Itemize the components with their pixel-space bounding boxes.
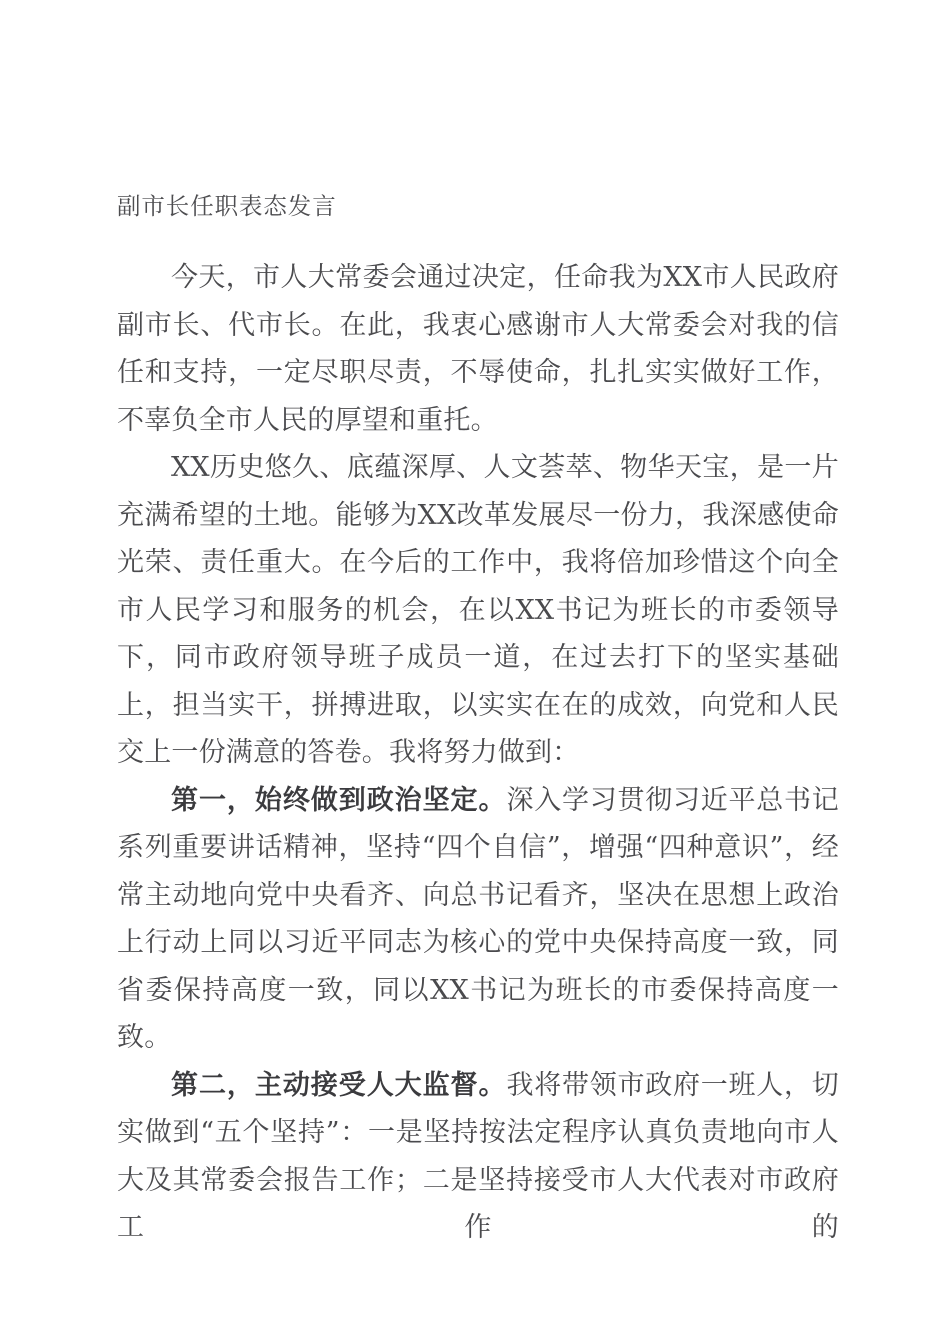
- paragraph-1-text: 今天，市人大常委会通过决定，任命我为XX市人民政府副市长、代市长。在此，我衷心感谢市人大常委会对我的信任和支持，一定尽职尽责，不辱使命，扎扎实实做好工作，不辜负全市人民的厚望和重托。: [117, 262, 839, 436]
- paragraph-2: [117, 444, 839, 777]
- paragraph-1: [117, 254, 839, 444]
- paragraph-4-lead: 第二，主动接受人大监督。: [171, 1069, 507, 1101]
- document-body: [117, 186, 839, 1252]
- paragraph-4: [117, 1062, 839, 1252]
- paragraph-3: [117, 777, 839, 1062]
- document-title: 副市长任职表态发言: [117, 192, 337, 220]
- paragraph-4-text: 我将带领市政府一班人，切实做到“五个坚持”：一是坚持按法定程序认真负责地向市人大及其常委会报告工作；二是坚持接受市人大代表对市政府工作的: [117, 1069, 839, 1243]
- paragraph-3-lead: 第一，始终做到政治坚定。: [171, 784, 507, 816]
- paragraph-3-text: 深入学习贯彻习近平总书记系列重要讲话精神，坚持“四个自信”，增强“四种意识”，经常主动地向党中央看齐、向总书记看齐，坚决在思想上政治上行动上同以习近平同志为核心的党中央保持高度一致，同省委保持高度一致，同以XX书记为班长的市委保持高度一致。: [117, 784, 839, 1053]
- paragraph-2-text: XX历史悠久、底蕴深厚、人文荟萃、物华天宝，是一片充满希望的土地。能够为XX改革发展尽一份力，我深感使命光荣、责任重大。在今后的工作中，我将倍加珍惜这个向全市人民学习和服务的机会，在以XX书记为班长的市委领导下，同市政府领导班子成员一道，在过去打下的坚实基础上，担当实干，拼搏进取，以实实在在的成效，向党和人民交上一份满意的答卷。我将努力做到：: [117, 452, 839, 768]
